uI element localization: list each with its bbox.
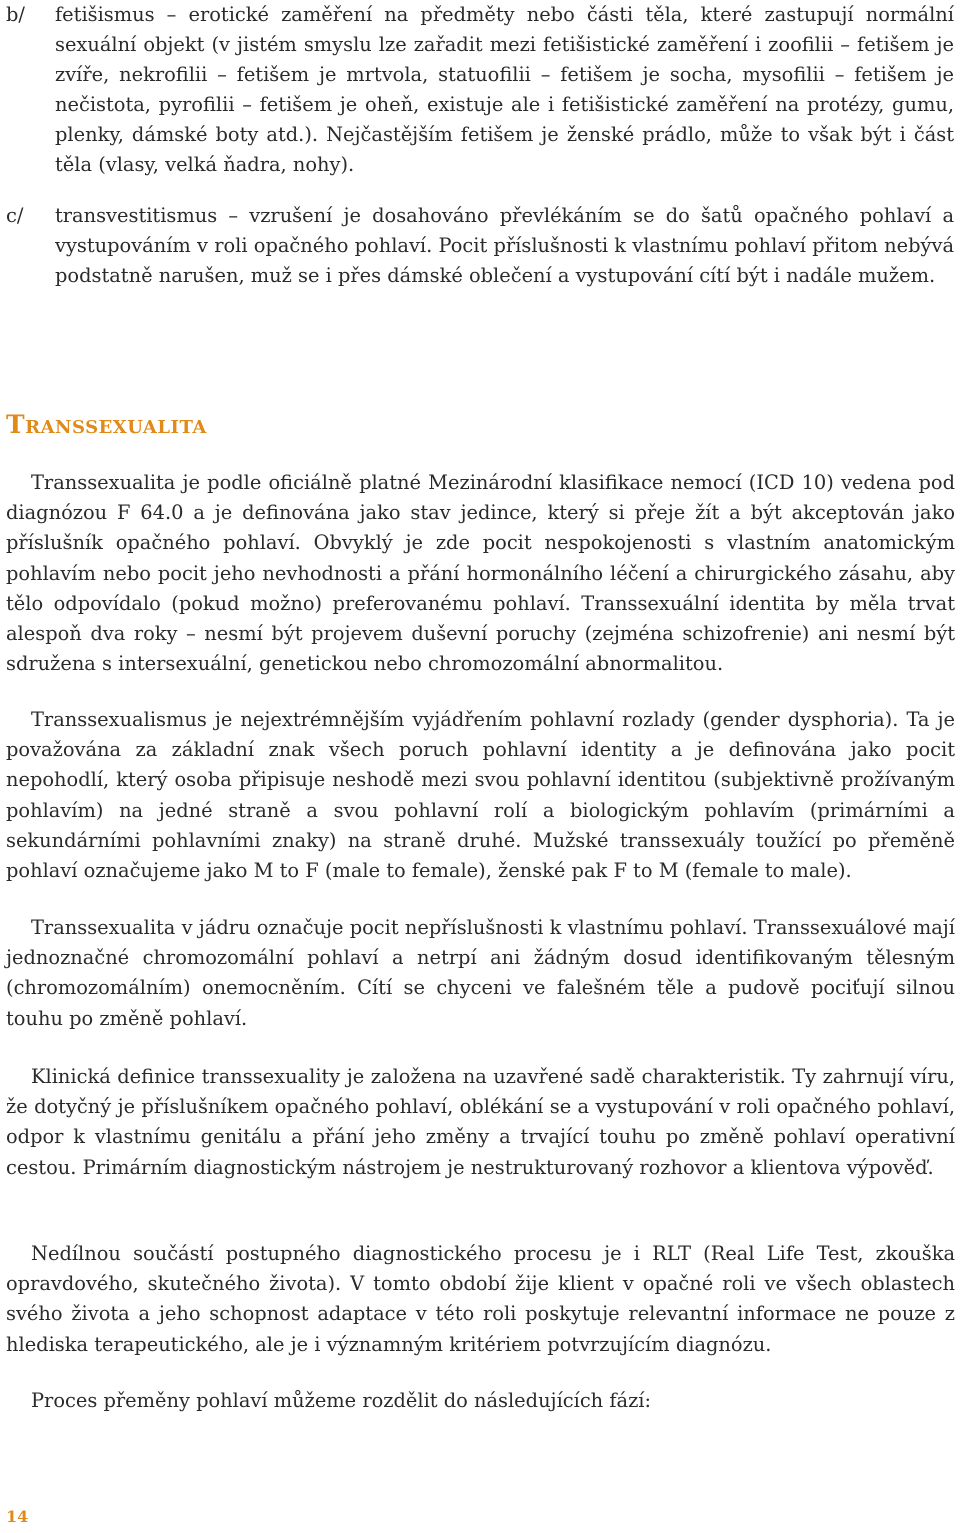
list-marker: b/ [6, 3, 25, 26]
paragraph: Transsexualita je podle oficiálně platné Mezinárodní klasifikace nemocí (ICD 10) vedena pod diagnózou F 64.0 a je definována jako stav jedince, který si přeje žít a být akceptován jako příslušník opačného pohlaví. Obvyklý je zde pocit nespokojenosti s vlastním anatomickým pohlavím nebo pocit jeho nevhodnosti a přání hormonálního léčení a chirurgického zásahu, aby tělo odpovídalo (pokud možno) preferovanému pohlaví. Transsexuální identita by měla trvat alespoň dva roky – nesmí být projevem duševní poruchy (zejména schizofrenie) ani nesmí být sdružena s intersexuální, genetickou nebo chromozomální abnormalitou. [6, 471, 955, 676]
paragraph: Nedílnou součástí postupného diagnostického procesu je i RLT (Real Life Test, zkouška opravdového, skutečného života). V tomto období žije klient v opačné roli ve všech oblastech svého života a jeho schopnost adaptace v této roli poskytuje relevantní informace ne pouze z hlediska terapeutického, ale je i významným kritériem potvrzujícím diagnózu. [6, 1242, 955, 1356]
paragraph: Klinická definice transsexuality je založena na uzavřené sadě charakteristik. Ty zahrnují víru, že dotyčný je příslušníkem opačného pohlaví, oblékání se a vystupování v roli opačného pohlaví, odpor k vlastnímu genitálu a přání jeho změny a trvající touhu po změně pohlaví operativní cestou. Primárním diagnostickým nástrojem je nestrukturovaný rozhovor a klientova výpověď. [6, 1065, 955, 1179]
list-item-text: transvestitismus – vzrušení je dosahováno převlékáním se do šatů opačného pohlaví a vystupováním v roli opačného pohlaví. Pocit příslušnosti k vlastnímu pohlaví přitom nebývá podstatně narušen, muž se i přes dámské oblečení a vystupování cítí být i nadále mužem. [55, 204, 954, 287]
list-marker: c/ [6, 204, 24, 227]
list-item-fetishism [6, 0, 954, 180]
paragraph: Proces přeměny pohlaví můžeme rozdělit do následujících fází: [31, 1389, 652, 1412]
paragraph: Transsexualita v jádru označuje pocit nepříslušnosti k vlastnímu pohlaví. Transsexuálové mají jednoznačné chromozomální pohlaví a netrpí ani žádným dosud identifikovaným tělesným (chromozomálním) onemocněním. Cítí se chyceni ve falešném těle a pudově pociťují silnou touhu po změně pohlaví. [6, 916, 955, 1030]
paragraph: Transsexualismus je nejextrémnějším vyjádřením pohlavní rozlady (gender dysphoria). Ta je považována za základní znak všech poruch pohlavní identity a je definována jako pocit nepohodlí, který osoba připisuje neshodě mezi svou pohlavní identitou (subjektivně prožívaným pohlavím) na jedné straně a svou pohlavní rolí a biologickým pohlavím (primárními a sekundárními pohlavními znaky) na straně druhé. Mužské transsexuály toužící po přeměně pohlaví označujeme jako M to F (male to female), ženské pak F to M (female to male). [6, 708, 955, 883]
list-item-transvestitism [6, 201, 954, 291]
section-heading: Transsexualita [6, 410, 207, 439]
list-item-text: fetišismus – erotické zaměření na předměty nebo části těla, které zastupují normální sexuální objekt (v jistém smyslu lze zařadit mezi fetišistické zaměření i zoofilii – fetišem je zvíře, nekrofilii – fetišem je mrtvola, statuofilii – fetišem je socha, mysofilii – fetišem je nečistota, pyrofilii – fetišem je oheň, existuje ale i fetišistické zaměření na protézy, gumu, plenky, dámské boty atd.). Nejčastějším fetišem je ženské prádlo, může to však být i část těla (vlasy, velká ňadra, nohy). [55, 3, 954, 176]
page-number: 14 [6, 1507, 29, 1526]
